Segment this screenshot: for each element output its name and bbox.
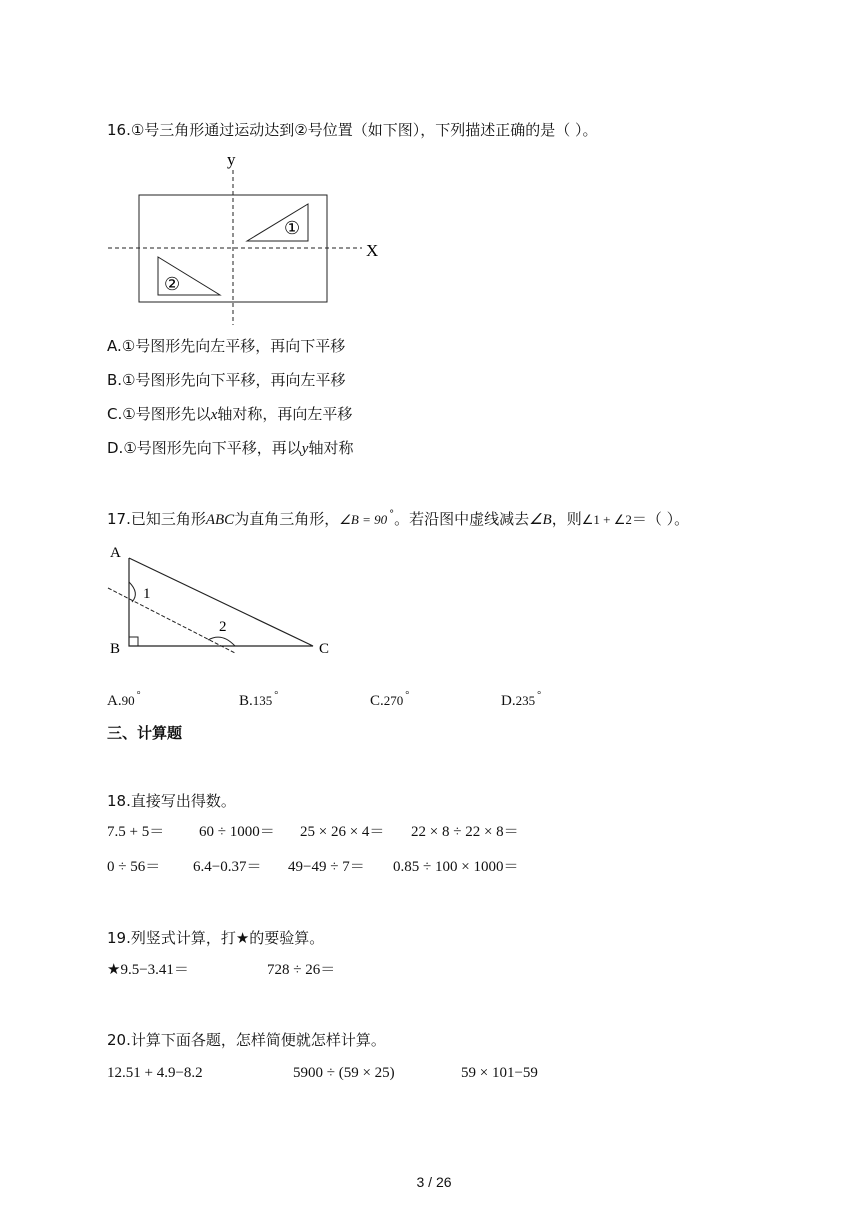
section-heading: 三、计算题 bbox=[107, 724, 183, 742]
q18-r2-c3: 49−49 ÷ 7＝ bbox=[288, 859, 365, 875]
q17-label-1: 1 bbox=[143, 586, 151, 602]
q17-right-angle-mark bbox=[129, 637, 138, 646]
q17-label-2: 2 bbox=[219, 619, 227, 635]
q18-r2-c1: 0 ÷ 56＝ bbox=[107, 859, 161, 875]
q17-option-d: D.235 ° bbox=[501, 690, 542, 709]
q16-x-label: X bbox=[366, 241, 379, 260]
q20-item-1: 12.51 + 4.9−8.2 bbox=[107, 1065, 203, 1081]
q18-r1-c4: 22 × 8 ÷ 22 × 8＝ bbox=[411, 824, 519, 840]
q16-y-label: y bbox=[227, 150, 236, 169]
q19-stem: 19.列竖式计算，打★的要验算。 bbox=[107, 929, 325, 947]
q18-r1-c2: 60 ÷ 1000＝ bbox=[199, 824, 275, 840]
q17-label-b: B bbox=[110, 641, 121, 657]
q17-option-a: A.90 ° bbox=[107, 690, 141, 709]
q19-item-1: ★9.5−3.41＝ bbox=[107, 962, 189, 978]
q17-option-c: C.270 ° bbox=[370, 690, 410, 709]
q17-stem: 17.已知三角形ABC为直角三角形，∠B = 90 °。若沿图中虚线减去∠B，则∠1 + ∠2＝（ ）。 bbox=[107, 509, 690, 528]
q20-item-3: 59 × 101−59 bbox=[461, 1065, 538, 1081]
q18-r2-c4: 0.85 ÷ 100 × 1000＝ bbox=[393, 859, 519, 875]
q18-r1-c3: 25 × 26 × 4＝ bbox=[300, 824, 385, 840]
q17-triangle-figure bbox=[100, 540, 340, 660]
q19-item-2: 728 ÷ 26＝ bbox=[267, 962, 336, 978]
q18-r2-c2: 6.4−0.37＝ bbox=[193, 859, 262, 875]
q16-stem: 16.①号三角形通过运动达到②号位置（如下图），下列描述正确的是（ ）。 bbox=[107, 121, 598, 139]
q16-option-a: A.①号图形先向左平移，再向下平移 bbox=[107, 337, 346, 355]
q16-tri1-label: ① bbox=[284, 218, 301, 239]
q16-option-c: C.①号图形先以x轴对称，再向左平移 bbox=[107, 405, 353, 423]
q17-cut-line bbox=[108, 588, 235, 653]
page-number: 3 / 26 bbox=[416, 1174, 452, 1190]
q17-label-c: C bbox=[319, 641, 330, 657]
q16-tri2-label: ② bbox=[164, 274, 181, 295]
q17-option-b: B.135 ° bbox=[239, 690, 279, 709]
q16-option-d: D.①号图形先向下平移，再以y轴对称 bbox=[107, 439, 354, 457]
q20-stem: 20.计算下面各题，怎样简便就怎样计算。 bbox=[107, 1031, 386, 1049]
q20-item-2: 5900 ÷ (59 × 25) bbox=[293, 1065, 395, 1081]
q18-r1-c1: 7.5 + 5＝ bbox=[107, 824, 165, 840]
q17-label-a: A bbox=[110, 545, 121, 561]
q16-coordinate-figure bbox=[100, 145, 390, 330]
q16-option-b: B.①号图形先向下平移，再向左平移 bbox=[107, 371, 346, 389]
q18-stem: 18.直接写出得数。 bbox=[107, 792, 236, 810]
